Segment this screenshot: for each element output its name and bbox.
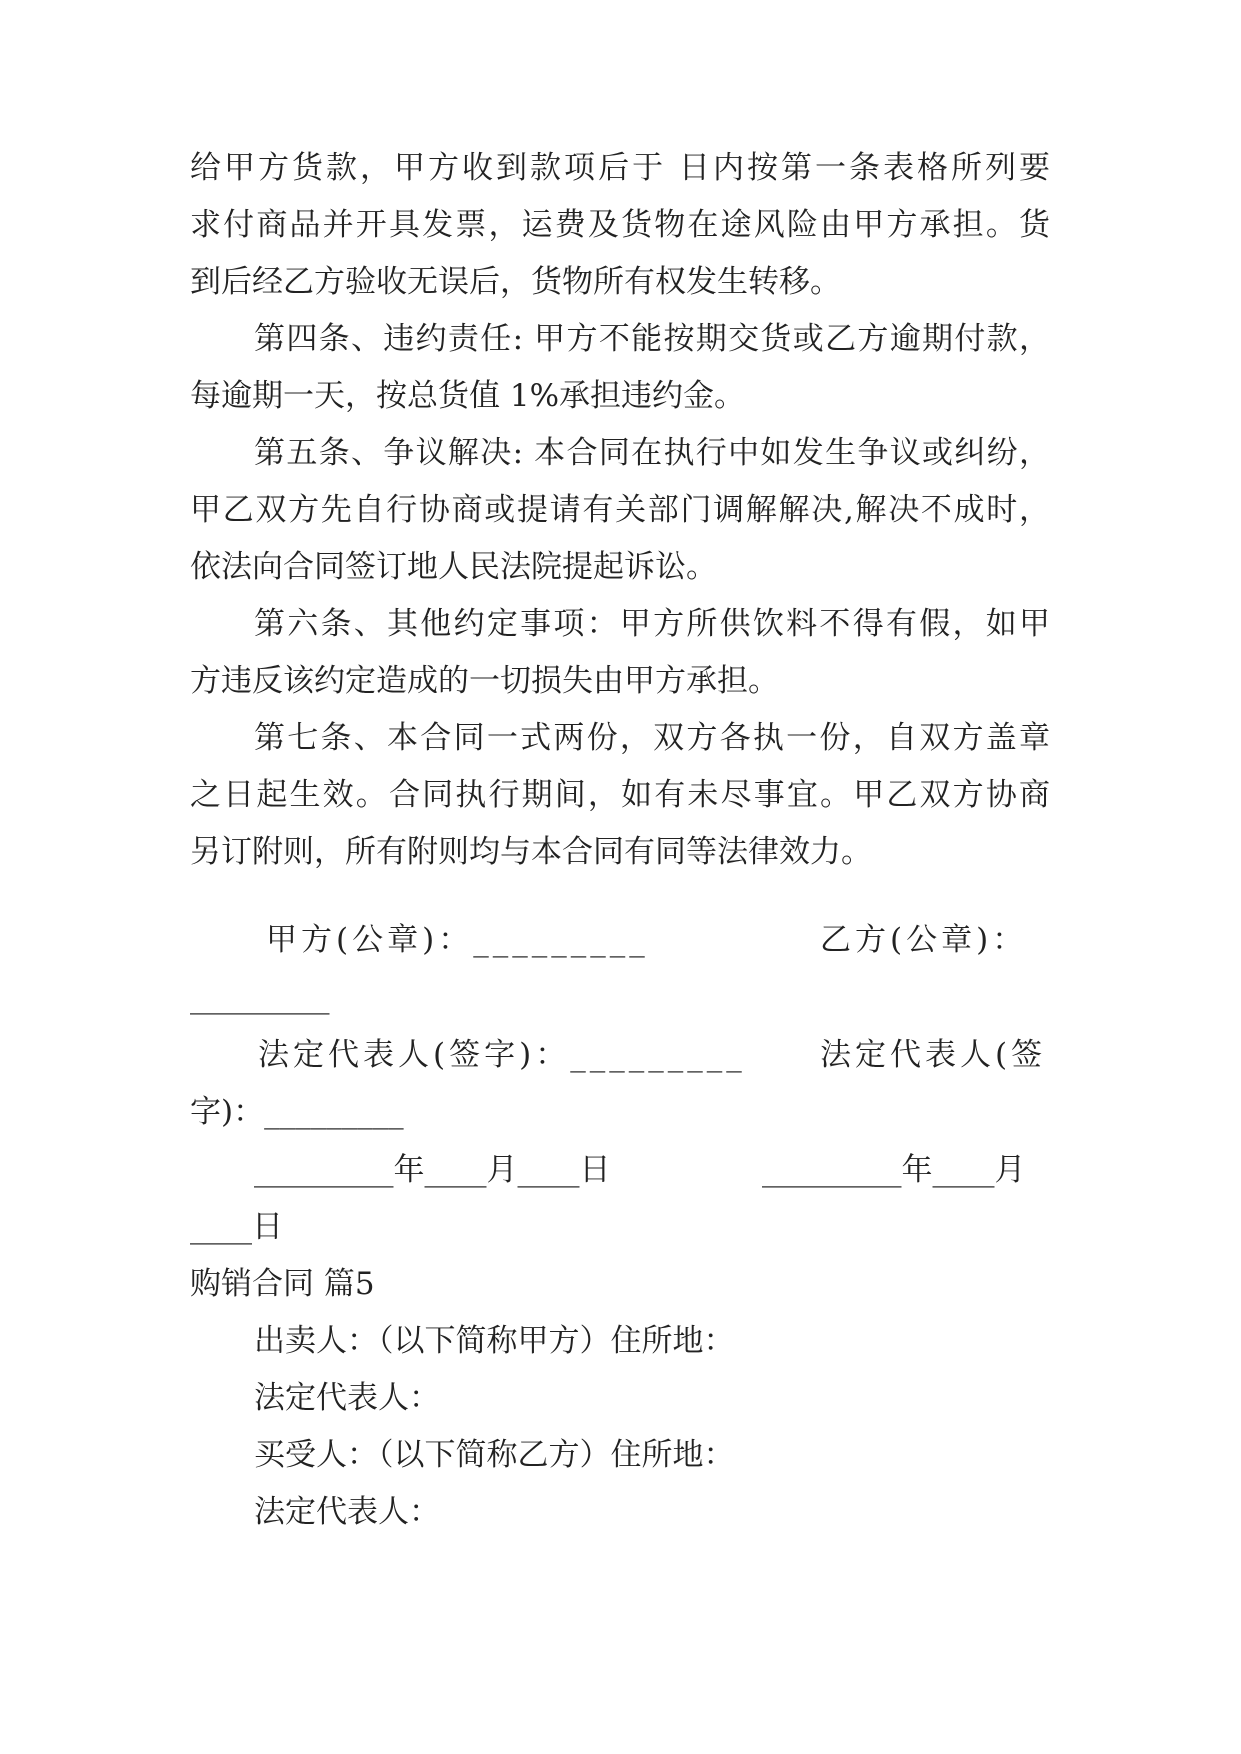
clause-4: 第四条、违约责任: 甲方不能按期交货或乙方逾期付款， bbox=[254, 321, 1050, 357]
body-line: 给甲方货款，甲方收到款项后于 日内按第一条表格所列要 bbox=[190, 150, 1050, 186]
party-b-seal-blank: _________ bbox=[190, 979, 330, 1015]
body-line: 依法向合同签订地人民法院提起诉讼。 bbox=[190, 549, 717, 585]
buyer-rep-line: 法定代表人： bbox=[254, 1494, 440, 1530]
date-a: _________年____月____日 bbox=[254, 1152, 611, 1188]
body-line: 到后经乙方验收无误后，货物所有权发生转移。 bbox=[190, 264, 841, 300]
legal-rep-a: 法定代表人(签字)：_________ bbox=[258, 1037, 746, 1073]
date-b: _________年____月 bbox=[762, 1152, 1026, 1188]
buyer-line: 买受人：（以下简称乙方）住所地： bbox=[254, 1437, 735, 1473]
legal-rep-b: 法定代表人(签 bbox=[820, 1037, 1047, 1073]
clause-7: 第七条、本合同一式两份，双方各执一份，自双方盖章 bbox=[254, 720, 1050, 756]
body-line: 之日起生效。合同执行期间，如有未尽事宜。甲乙双方协商 bbox=[190, 777, 1050, 813]
date-b-cont: ____日 bbox=[190, 1209, 283, 1245]
seller-line: 出卖人：（以下简称甲方）住所地： bbox=[254, 1323, 735, 1359]
party-a-seal: 甲方(公章)：_________ bbox=[266, 922, 649, 958]
body-line: 方违反该约定造成的一切损失由甲方承担。 bbox=[190, 663, 779, 699]
party-b-seal: 乙方(公章)： bbox=[820, 922, 1028, 958]
body-line: 另订附则，所有附则均与本合同有同等法律效力。 bbox=[190, 834, 872, 870]
body-line: 甲乙双方先自行协商或提请有关部门调解解决,解决不成时， bbox=[190, 492, 1050, 528]
body-line: 每逾期一天，按总货值 1%承担违约金。 bbox=[190, 378, 746, 414]
legal-rep-b-cont: 字)：_________ bbox=[190, 1094, 404, 1130]
seller-rep-line: 法定代表人： bbox=[254, 1380, 440, 1416]
section-heading: 购销合同 篇5 bbox=[190, 1266, 375, 1302]
clause-6: 第六条、其他约定事项：甲方所供饮料不得有假，如甲 bbox=[254, 606, 1050, 642]
body-line: 求付商品并开具发票，运费及货物在途风险由甲方承担。货 bbox=[190, 207, 1050, 243]
clause-5: 第五条、争议解决: 本合同在执行中如发生争议或纠纷， bbox=[254, 435, 1050, 471]
